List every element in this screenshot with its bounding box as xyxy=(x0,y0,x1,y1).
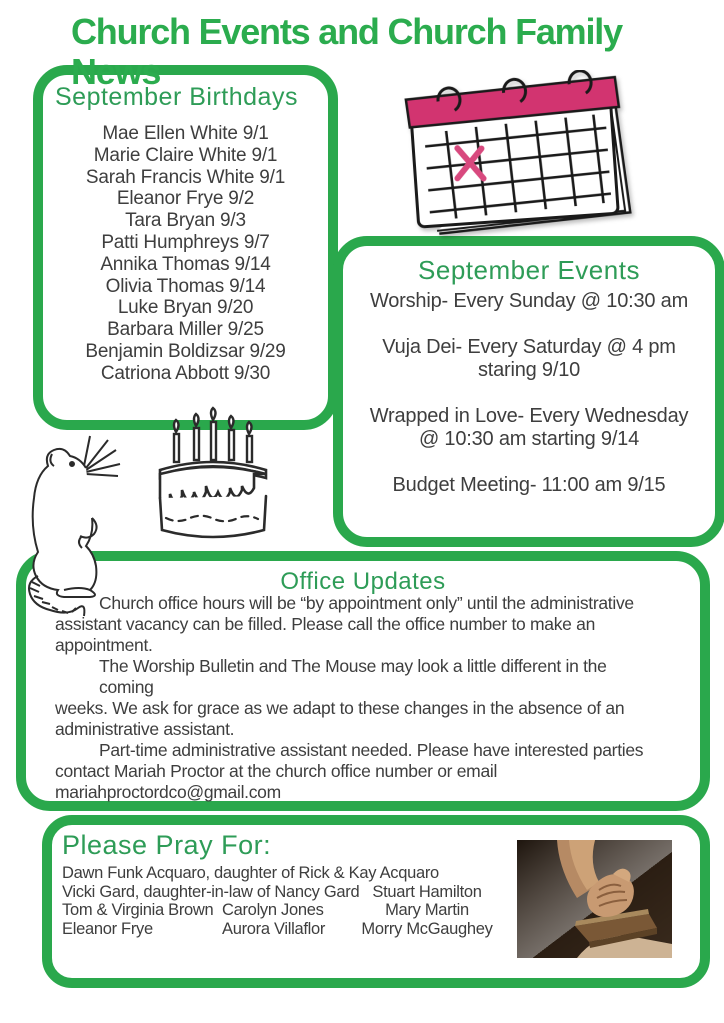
prayer-heading: Please Pray For: xyxy=(62,830,272,860)
event-line: Vuja Dei- Every Saturday @ 4 pm xyxy=(382,336,676,358)
birthdays-heading: September Birthdays xyxy=(55,83,298,111)
birthday-entry: Annika Thomas 9/14 xyxy=(100,253,271,275)
office-line: appointment. xyxy=(55,635,153,655)
prayer-name: Eleanor Frye xyxy=(62,919,153,938)
events-list xyxy=(343,290,715,497)
birthday-entry: Eleanor Frye 9/2 xyxy=(116,188,255,210)
prayer-name: Vicki Gard, daughter-in-law of Nancy Gard xyxy=(62,882,360,901)
prayer-middle-column xyxy=(222,901,325,938)
page-title-line1: Church Events and Church Family xyxy=(71,11,622,52)
office-line: weeks. We ask for grace as we adapt to these changes in the absence of an xyxy=(55,698,625,718)
birthday-cake-illustration xyxy=(148,402,278,552)
page-title-line2: News xyxy=(71,51,161,92)
birthday-entry: Barbara Miller 9/25 xyxy=(107,319,264,341)
events-section xyxy=(333,236,724,547)
event-item xyxy=(343,405,715,451)
event-item xyxy=(343,474,715,497)
prayer-name: Aurora Villaflor xyxy=(222,919,326,938)
birthday-entry: Olivia Thomas 9/14 xyxy=(105,275,266,297)
event-line: Wrapped in Love- Every Wednesday xyxy=(369,405,689,427)
birthdays-section xyxy=(33,65,338,430)
praying-hands-photo xyxy=(517,840,672,958)
prayer-right-column xyxy=(347,883,507,939)
birthday-entry: Benjamin Boldizsar 9/29 xyxy=(85,340,286,362)
event-line: staring 9/10 xyxy=(477,359,581,381)
birthday-entry: Patti Humphreys 9/7 xyxy=(101,231,270,253)
office-line: Church office hours will be “by appointment only” until the administrative xyxy=(99,593,634,613)
birthday-entry: Luke Bryan 9/20 xyxy=(117,297,254,319)
birthday-entry: Mae Ellen White 9/1 xyxy=(102,123,269,144)
prayer-name: Mary Martin xyxy=(385,901,469,919)
prayer-name: Stuart Hamilton xyxy=(372,882,482,901)
mouse-illustration xyxy=(24,430,134,625)
prayer-name: Carolyn Jones xyxy=(222,901,324,919)
event-item xyxy=(343,336,715,382)
office-line: contact Mariah Proctor at the church office number or email xyxy=(55,761,498,781)
page-title xyxy=(71,12,691,92)
office-body xyxy=(55,593,655,803)
office-line: administrative assistant. xyxy=(55,719,235,739)
event-line: Worship- Every Sunday @ 10:30 am xyxy=(369,290,689,312)
events-heading: September Events xyxy=(418,255,640,285)
prayer-name: Dawn Funk Acquaro, daughter of Rick & Kay Acquaro xyxy=(62,864,439,882)
birthday-entry: Sarah Francis White 9/1 xyxy=(85,166,286,188)
event-line: Budget Meeting- 11:00 am 9/15 xyxy=(392,474,666,496)
office-line: mariahproctordco@gmail.com xyxy=(55,782,281,802)
event-item xyxy=(343,290,715,313)
birthday-entry: Catriona Abbott 9/30 xyxy=(100,362,271,384)
prayer-section xyxy=(42,815,710,988)
prayer-name: Morry McGaughey xyxy=(361,919,493,938)
birthday-entry: Marie Claire White 9/1 xyxy=(93,144,278,166)
office-line: Part-time administrative assistant needed. Please have interested parties xyxy=(99,740,644,760)
birthdays-list xyxy=(43,123,328,385)
birthday-entry: Tara Bryan 9/3 xyxy=(125,210,246,232)
office-line: assistant vacancy can be filled. Please call the office number to make an xyxy=(55,614,596,634)
event-line: @ 10:30 am starting 9/14 xyxy=(418,428,640,450)
office-heading: Office Updates xyxy=(280,568,446,595)
prayer-name: Tom & Virginia Brown xyxy=(62,901,214,919)
office-line: The Worship Bulletin and The Mouse may look a little different in the coming xyxy=(99,656,607,697)
calendar-illustration xyxy=(396,70,641,240)
